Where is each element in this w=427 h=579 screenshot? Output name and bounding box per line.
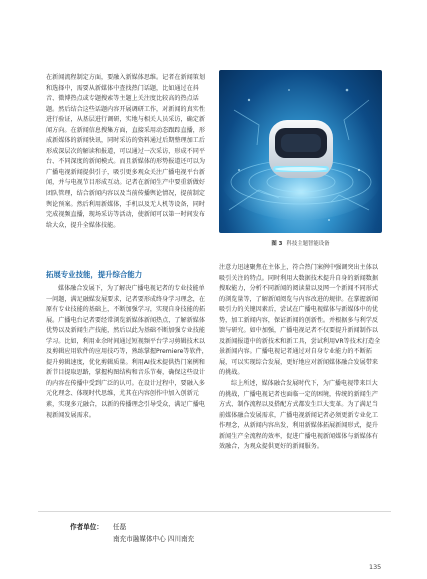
footer-divider bbox=[38, 511, 391, 512]
body-paragraph: 注意力迅速聚焦在主体上，符合热门案例中强调突出主体以吸引关注的特点。同时利用大数据技术提升自身的新闻数据搜取能力，分析不同新闻的阅读量以及网一个新闻不同形式的浏览量等，了解新闻阅览与内容改进的规律。在掌握新闻吸引力的关键因素后，尝试在广播电视媒体与新媒体中的优势，加工新闻内容，保证新闻的创新性。并根据多与利学反馈与研究。如中加强，广播电视记者不仅要提升新闻制作以及新闻报道中的新技术和新工具，尝试利用VR等技术打造全景新闻内容。广播电视记者通过对自身专业能力的不断拓展，可以实现综合发展，更好地应对新闻媒体融合发展带来的挑战。 bbox=[219, 264, 381, 377]
body-paragraph: 在新闻流程制定方面，要融入新媒体思维。记者在新闻策划和选择中，需要从新媒体中查找热门话题，比如通过在抖音、微博热点或专题搜索等主题上关注度比较高的热点话题。然后结合这些话题内容开展调研工作，对新闻的真实性进行验证，从基层进行调研，实地与相关人员采访，确定新闻方向。在新闻信息搜集方面，直接采用动态跟踪直播，形成新媒体的新闻快讯，同时采访的资料通过后期整理加工后形成深层次的解读和报道，可以通过一次采访，形成不同平台、不同深度的新闻模式。而且新媒体的形势报道还可以为广播电视新闻提供引子，吸引更多观众关注广播电视平台新闻，并与电视节目形成互动。记者在新闻生产中要重新做好团队管理，结合新闻内容以及当前传播舆论情况，提前制定舆论预案。然后利用新媒体，手机以及无人机等设备，同时完成视频直播，现场采访等活动，使新闻可以第一时间发布给大众，提升全媒体技能。 bbox=[46, 74, 205, 229]
right-column-text bbox=[219, 263, 382, 453]
left-column-text bbox=[46, 73, 208, 231]
body-paragraph: 媒体融合发展下，为了解决广播电视记者的专业技能单一问题，满足融媒发展要求，记者要形成终身学习理念，在原有专业技能的基础上，不断加强学习，实现自身技能的拓展。广播电台记者要经常浏览新媒体新闻热点，了解新媒体优势以及新闻生产技能，然后以此为基础不断加强专业技能学习。比如，利用业余时间通过短视频平台学习剪辑技术以及剪辑应用软件的应用技巧等，熟练掌握Premiere等软件，提升剪辑速度，优化剪辑质量。利用AI技术提供热门案例和新节目提取思路，掌握构图结构和音乐节奏，确保这些设计的内容在传播中受到广泛的认可。在设计过程中，要融入多元化理念、体现时代思维，尤其在内容创作中加入创新元素，实现多元融合，以新的传播理念引导受众，满足广播电视新闻发展需求。 bbox=[46, 285, 208, 419]
figure-image bbox=[219, 70, 382, 233]
author-affiliation: 南充市融媒体中心 四川南充 bbox=[113, 535, 195, 543]
figure-caption bbox=[219, 239, 382, 247]
body-paragraph: 综上所述，媒体融合发展时代下，为广播电视带来巨大的挑战，广播电视记者也面临一定的困境，传统的新闻生产方式、制作流程以及搭配方式都发生巨大变革。为了满足当前媒体融合发展需求，广播电视新闻记者必须更新专业化工作理念，从新闻内容出发，利用新媒体拓展新闻形式，提升新闻生产全流程的效率，促进广播电视新闻媒体与新媒体有效融合，为观众提供更好的新闻服务。 bbox=[219, 380, 378, 451]
author-label: 作者单位： bbox=[70, 523, 103, 531]
author-name: 任磊 bbox=[113, 523, 127, 531]
caption-text: 科技主题智能设备 bbox=[286, 241, 330, 247]
left-column-text-2 bbox=[46, 284, 208, 421]
smart-device-illustration bbox=[219, 70, 382, 233]
caption-number: 图 3 bbox=[271, 241, 283, 247]
page-number: 135 bbox=[369, 563, 382, 571]
section-heading: 拓展专业技能，提升综合能力 bbox=[46, 270, 143, 279]
